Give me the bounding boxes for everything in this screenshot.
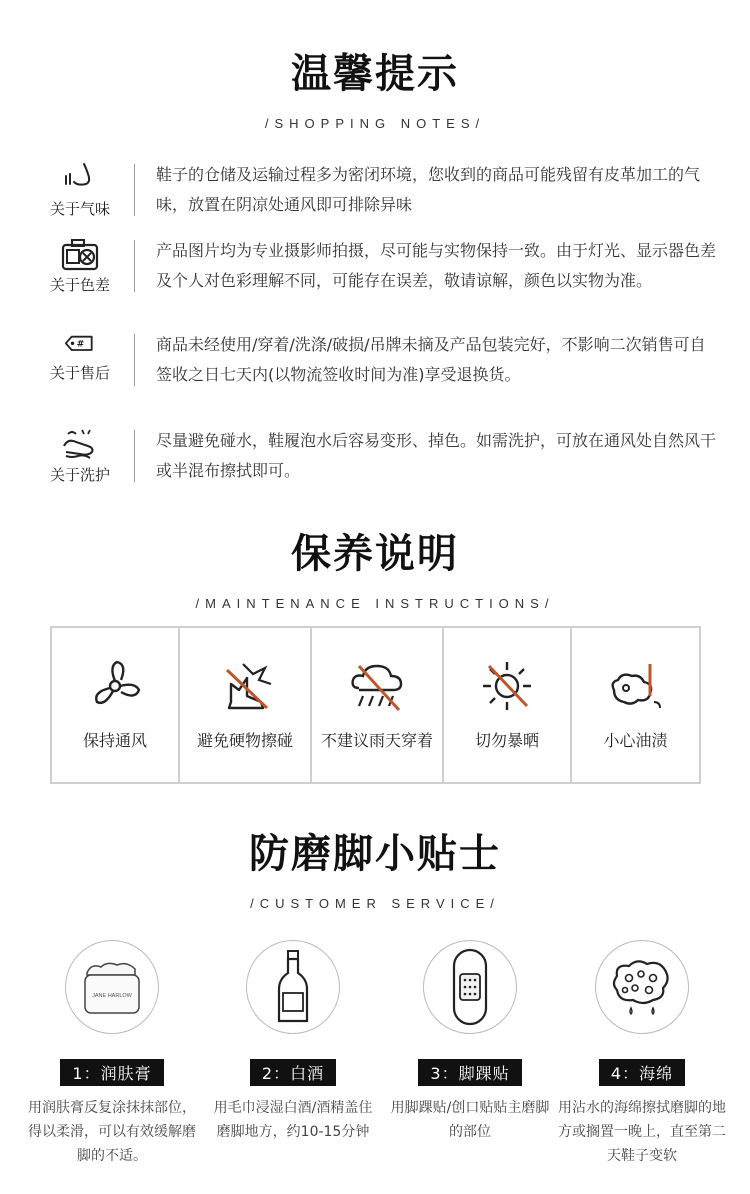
maintenance-item-no-rain	[312, 628, 444, 782]
smell-icon	[58, 160, 102, 196]
maintenance-item-no-sun	[444, 628, 572, 782]
tip-row-aftersale	[30, 330, 720, 410]
service-icon-circle	[595, 940, 689, 1034]
tip-divider	[134, 334, 135, 386]
tip-label: 关于洗护	[49, 466, 110, 484]
tip-icon-wrap	[30, 160, 130, 219]
tip-text: 产品图片均为专业摄影师拍摄，尽可能与实物保持一致。由于灯光、显示器色差及个人对色彩理解不同，可能存在误差，敬请谅解，颜色以实物为准。	[156, 241, 717, 290]
no-rain-icon	[345, 658, 409, 714]
bandage-icon	[450, 946, 490, 1028]
service-text: 用沾水的海绵擦拭磨脚的地方或搁置一晚上，直至第二天鞋子变软	[558, 1100, 726, 1164]
service-item-liquor	[203, 940, 383, 1144]
no-hard-object-icon	[213, 658, 277, 714]
service-text: 用润肤膏反复涂抹抹部位，得以柔滑，可以有效缓解磨脚的不适。	[28, 1100, 196, 1164]
service-subtitle: /CUSTOMER SERVICE/	[250, 896, 500, 911]
tip-label: 关于售后	[49, 364, 110, 382]
tip-divider	[134, 430, 135, 482]
fan-icon	[83, 658, 147, 714]
tips-title: 温馨提示	[291, 51, 459, 97]
tip-divider	[134, 240, 135, 292]
tip-row-wash	[30, 426, 720, 506]
no-sun-icon	[475, 658, 539, 714]
tip-row-smell	[30, 160, 720, 240]
service-item-sponge	[552, 940, 732, 1168]
maintenance-label: 切勿暴晒	[474, 731, 539, 750]
service-item-ankle-patch	[380, 940, 560, 1144]
service-badge: 4：海绵	[599, 1059, 685, 1086]
tip-divider	[134, 164, 135, 216]
service-badge: 3：脚踝贴	[418, 1059, 521, 1086]
bottle-icon	[273, 947, 313, 1027]
tip-label: 关于色差	[49, 276, 110, 294]
camera-icon	[58, 236, 102, 272]
maintenance-label: 避免硬物擦碰	[196, 731, 293, 750]
service-icon-circle	[65, 940, 159, 1034]
tip-text: 鞋子的仓储及运输过程多为密闭环境，您收到的商品可能残留有皮革加工的气味，放置在阴凉处通风即可排除异味	[156, 165, 701, 214]
service-text: 用毛巾浸湿白酒/酒精盖住磨脚地方，约10-15分钟	[213, 1100, 373, 1140]
maintenance-item-ventilation	[52, 628, 180, 782]
service-badge: 1：润肤膏	[60, 1059, 163, 1086]
service-icon-circle	[246, 940, 340, 1034]
maintenance-label: 小心油渍	[603, 731, 668, 750]
maintenance-item-oil-stains	[572, 628, 699, 782]
tip-icon-wrap	[30, 330, 130, 383]
maintenance-item-no-hard-objects	[180, 628, 312, 782]
tag-icon	[58, 330, 102, 360]
service-text: 用脚踝贴/创口贴贴主磨脚的部位	[390, 1100, 550, 1140]
maintenance-label: 保持通风	[82, 731, 147, 750]
service-badge: 2：白酒	[250, 1059, 336, 1086]
maintenance-label: 不建议雨天穿着	[320, 731, 433, 750]
tip-text: 商品未经使用/穿着/洗涤/破损/吊牌未摘及产品包装完好，不影响二次销售可自签收之日七天内(以物流签收时间为准)享受退换货。	[156, 335, 706, 384]
tip-icon-wrap	[30, 426, 130, 485]
service-title: 防磨脚小贴士	[249, 831, 501, 877]
tip-label: 关于气味	[49, 200, 110, 218]
service-item-cream	[22, 940, 202, 1168]
tips-subtitle: /SHOPPING NOTES/	[264, 116, 486, 131]
oil-stain-icon	[604, 658, 668, 714]
svg-text:#: #	[76, 338, 85, 350]
maintenance-subtitle: /MAINTENANCE INSTRUCTIONS/	[195, 596, 555, 611]
tip-row-color	[30, 236, 720, 316]
cream-jar-icon	[77, 957, 147, 1017]
service-icon-circle	[423, 940, 517, 1034]
tip-text: 尽量避免碰水，鞋履泡水后容易变形、掉色。如需洗护，可放在通风处自然风干或半混布擦拭即可。	[156, 431, 717, 480]
tip-icon-wrap	[30, 236, 130, 295]
sponge-icon	[607, 956, 677, 1018]
wash-icon	[58, 426, 102, 462]
maintenance-title: 保养说明	[291, 531, 459, 577]
cream-jar-brand: JANE HARLOW	[92, 993, 132, 999]
maintenance-grid	[50, 626, 701, 784]
